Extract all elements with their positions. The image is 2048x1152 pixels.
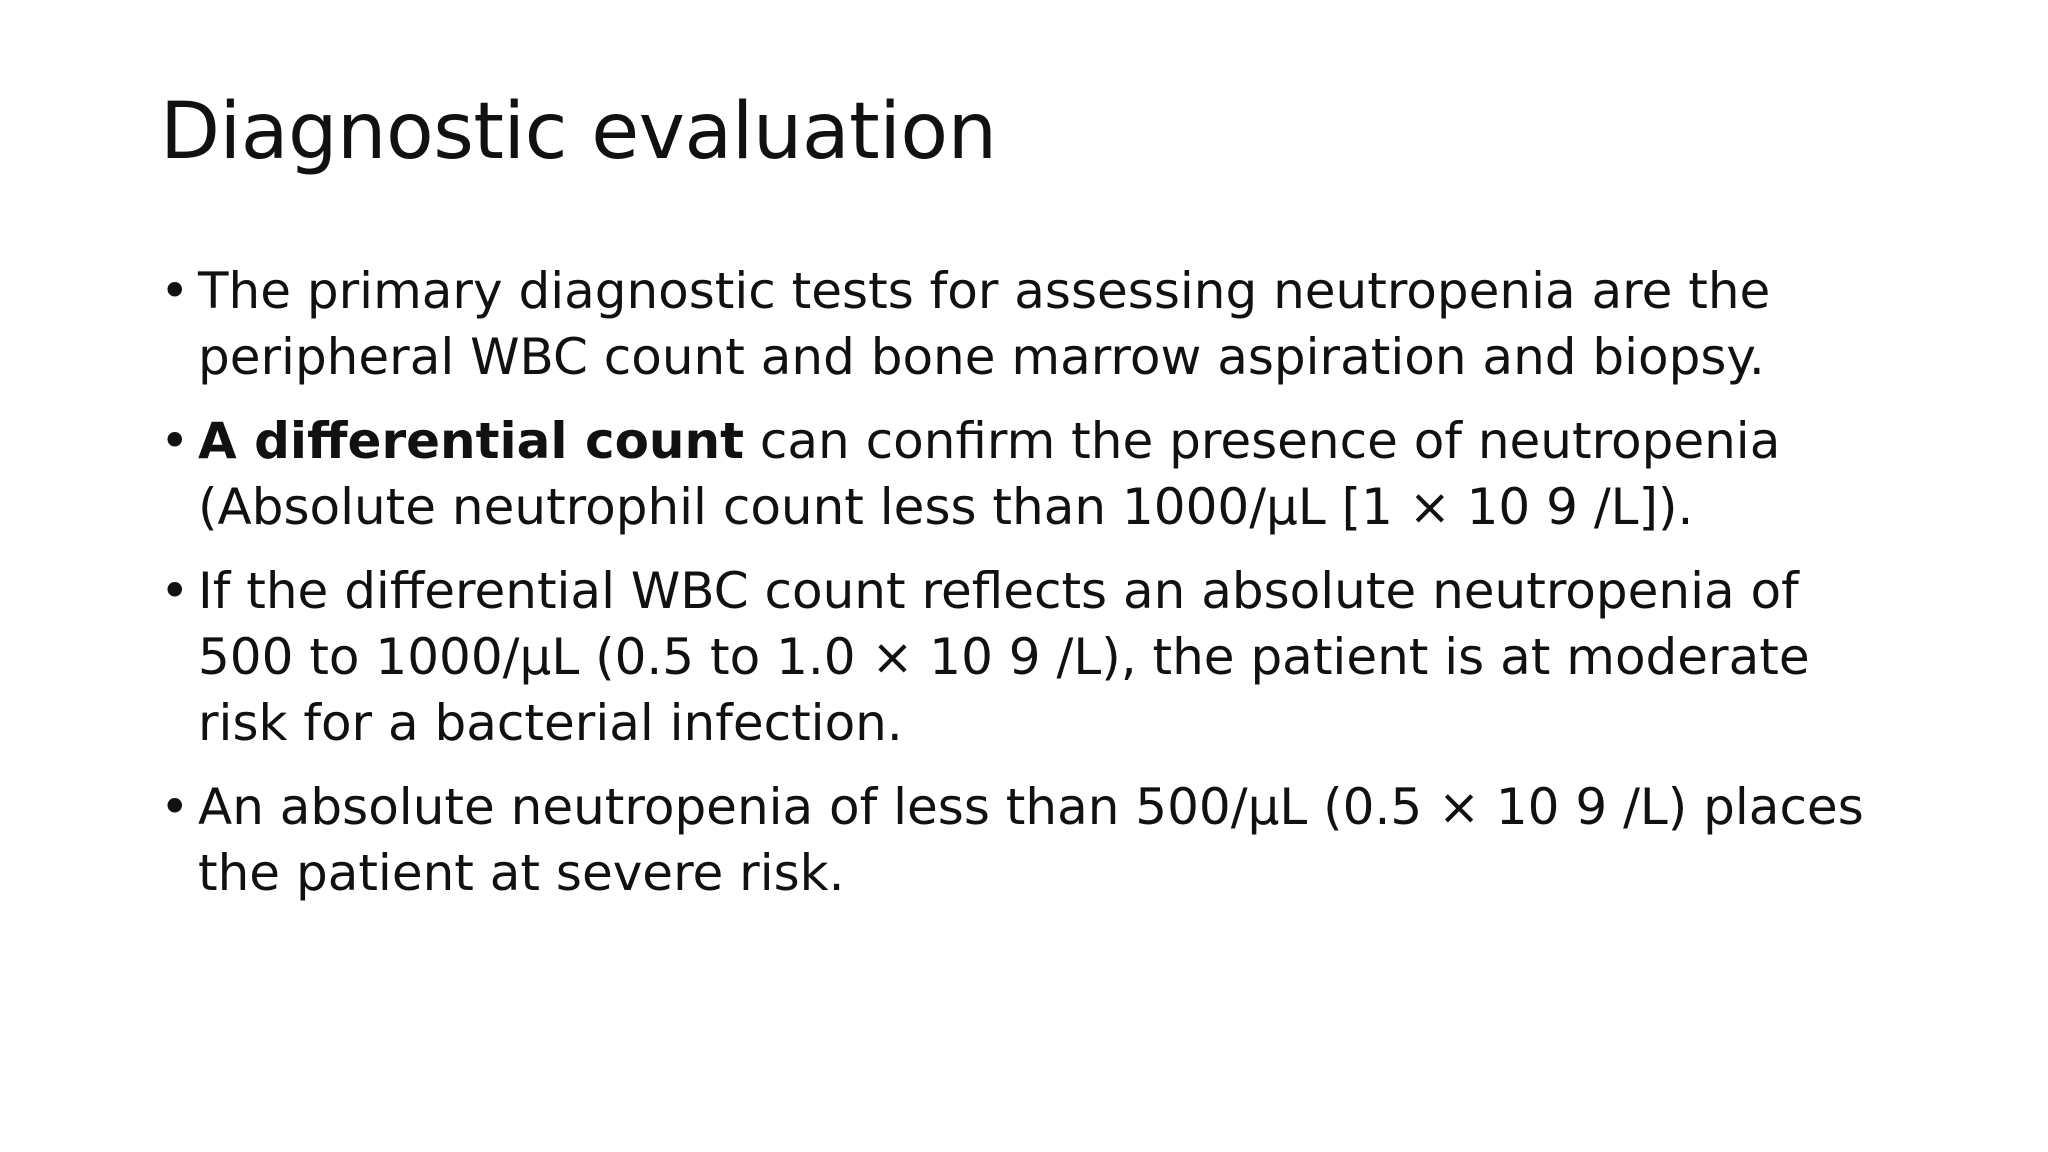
- bullet-item: [160, 558, 1900, 756]
- bullet-dot: •: [160, 562, 190, 620]
- bullet-item: [160, 774, 1900, 906]
- bullet-bold-lead: A differential count: [198, 412, 745, 470]
- bullet-text: The primary diagnostic tests for assessing neutropenia are the peripheral WBC count and bone marrow aspiration and biopsy.: [198, 262, 1771, 386]
- bullet-item: [160, 258, 1900, 390]
- bullet-text: If the differential WBC count reflects an absolute neutropenia of 500 to 1000/µL (0.5 to 1.0 × 10 9 /L), the patient is at moderate risk for a bacterial infection.: [198, 562, 1810, 752]
- bullet-text: can confirm the presence of neutropenia (Absolute neutrophil count less than 1000/µL [1 × 10 9 /L]).: [198, 412, 1781, 536]
- bullet-text: An absolute neutropenia of less than 500/µL (0.5 × 10 9 /L) places the patient at severe risk.: [198, 778, 1864, 902]
- bullet-list: [160, 258, 1900, 924]
- bullet-dot: •: [160, 778, 190, 836]
- bullet-dot: •: [160, 412, 190, 470]
- slide-title: Diagnostic evaluation: [160, 87, 997, 177]
- bullet-item: [160, 408, 1900, 540]
- bullet-dot: •: [160, 262, 190, 320]
